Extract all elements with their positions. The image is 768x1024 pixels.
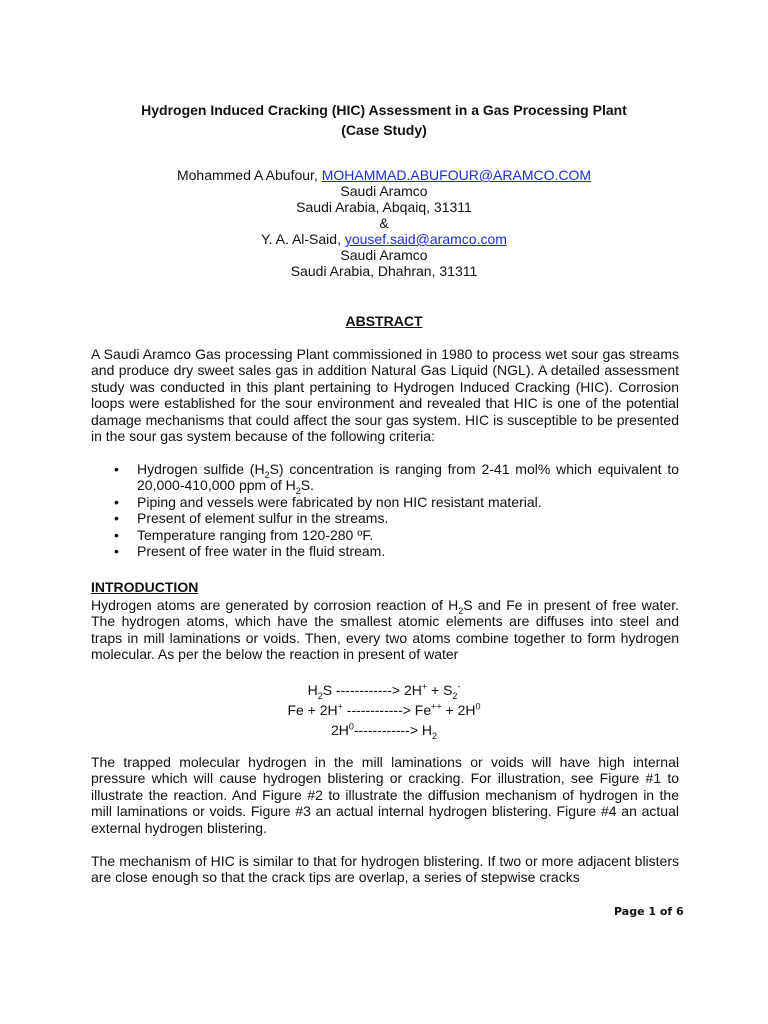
paragraph-text: S and Fe in present of free water. The hydrogen atoms, which have the smallest atomic elements are diffuses into steel and traps in mill laminations or voids. Then, every two atoms combine together to form hydrogen molecular. As per the below the reaction in present of water — [91, 597, 679, 663]
author-separator: & — [379, 215, 389, 231]
author2-line — [0, 231, 768, 247]
superscript: + — [337, 701, 343, 712]
equation-1 — [0, 681, 768, 701]
superscript: 0 — [475, 701, 481, 712]
author2-name: Y. A. Al-Said, — [261, 231, 345, 247]
introduction-paragraph-1 — [91, 597, 679, 663]
equation-2 — [0, 702, 768, 718]
bullet-text: Temperature ranging from 120-280 ºF. — [137, 526, 374, 543]
superscript: 0 — [348, 721, 354, 732]
subscript: 2 — [295, 486, 301, 497]
bullet-icon: • — [114, 526, 119, 543]
abstract-paragraph: A Saudi Aramco Gas processing Plant commissioned in 1980 to process wet sour gas streams and produce dry sweet sales gas in addition Natural Gas Liquid (NGL). A detailed assessment study was conducted in this plant pertaining to Hydrogen Induced Cracking (HIC). Corrosion loops were established for the sour environment and revealed that HIC is one of the potential damage mechanisms that could affect the sour gas system. HIC is susceptible to be presented in the sour gas system because of the following criteria: — [91, 346, 679, 445]
criteria-list — [91, 461, 679, 559]
title-line-2: (Case Study) — [341, 122, 427, 138]
eq-text: H — [307, 682, 318, 698]
eq-text: + 2H — [441, 702, 476, 718]
bullet-icon: • — [114, 493, 119, 510]
superscript: + — [421, 681, 428, 692]
bullet-text: S. — [300, 477, 315, 494]
introduction-paragraph-3: The mechanism of HIC is similar to that for hydrogen blistering. If two or more adjacent blisters are close enough so that the crack tips are overlap, a series of stepwise cracks — [91, 853, 679, 886]
list-item — [91, 461, 679, 497]
list-item — [91, 543, 679, 559]
bullet-text: S) concentration is ranging from 2-41 mol% which equivalent to 20,000-410,000 ppm of H — [137, 461, 679, 494]
introduction-paragraph-2: The trapped molecular hydrogen in the mill laminations or voids will have high internal pressure which will cause hydrogen blistering or cracking. For illustration, see Figure #1 to illustrate the reaction. And Figure #2 to illustrate the diffusion mechanism of hydrogen in the mill laminations or voids. Figure #3 an actual internal hydrogen blistering. Figure #4 an actual external hydrogen blistering. — [91, 754, 679, 836]
bullet-icon: • — [114, 543, 119, 560]
paragraph-text: Hydrogen atoms are generated by corrosion reaction of H — [91, 597, 459, 613]
equation-3 — [0, 721, 768, 741]
page-number: Page 1 of 6 — [614, 905, 684, 918]
author2-org: Saudi Aramco — [340, 247, 428, 263]
superscript: ++ — [431, 701, 442, 712]
author1-line — [0, 167, 768, 183]
bullet-text: Present of element sulfur in the streams. — [137, 510, 389, 527]
author1-email-link[interactable]: MOHAMMAD.ABUFOUR@ARAMCO.COM — [321, 167, 592, 183]
subscript: 2 — [317, 690, 323, 701]
eq-text: ------------> H — [353, 722, 433, 738]
author2-email-link[interactable]: yousef.said@aramco.com — [344, 231, 507, 247]
paper-title — [0, 100, 768, 140]
subscript: 2 — [452, 690, 458, 701]
subscript: 2 — [264, 469, 270, 480]
eq-text: 2H — [330, 722, 349, 738]
introduction-heading: INTRODUCTION — [91, 579, 199, 595]
list-item — [91, 527, 679, 543]
list-item — [91, 510, 679, 526]
abstract-heading: ABSTRACT — [345, 313, 423, 329]
title-line-1: Hydrogen Induced Cracking (HIC) Assessment in a Gas Processing Plant — [141, 102, 627, 118]
bullet-icon: • — [114, 461, 119, 477]
bullet-icon: • — [114, 510, 119, 527]
eq-text: + S — [427, 682, 453, 698]
list-item — [91, 494, 679, 510]
superscript: - — [457, 681, 461, 692]
author2-address: Saudi Arabia, Dhahran, 31311 — [290, 263, 478, 279]
eq-text: Fe + 2H — [287, 702, 338, 718]
eq-text: ------------> Fe — [342, 702, 432, 718]
author1-org: Saudi Aramco — [340, 183, 428, 199]
bullet-text: Piping and vessels were fabricated by non HIC resistant material. — [137, 493, 542, 510]
author1-name: Mohammed A Abufour, — [176, 167, 322, 183]
author1-address: Saudi Arabia, Abqaiq, 31311 — [296, 199, 472, 215]
bullet-text: Present of free water in the fluid stream. — [137, 543, 386, 560]
subscript: 2 — [432, 730, 438, 741]
subscript: 2 — [458, 605, 464, 616]
bullet-text: Hydrogen sulfide (H — [137, 461, 265, 477]
eq-text: S ------------> 2H — [322, 682, 422, 698]
